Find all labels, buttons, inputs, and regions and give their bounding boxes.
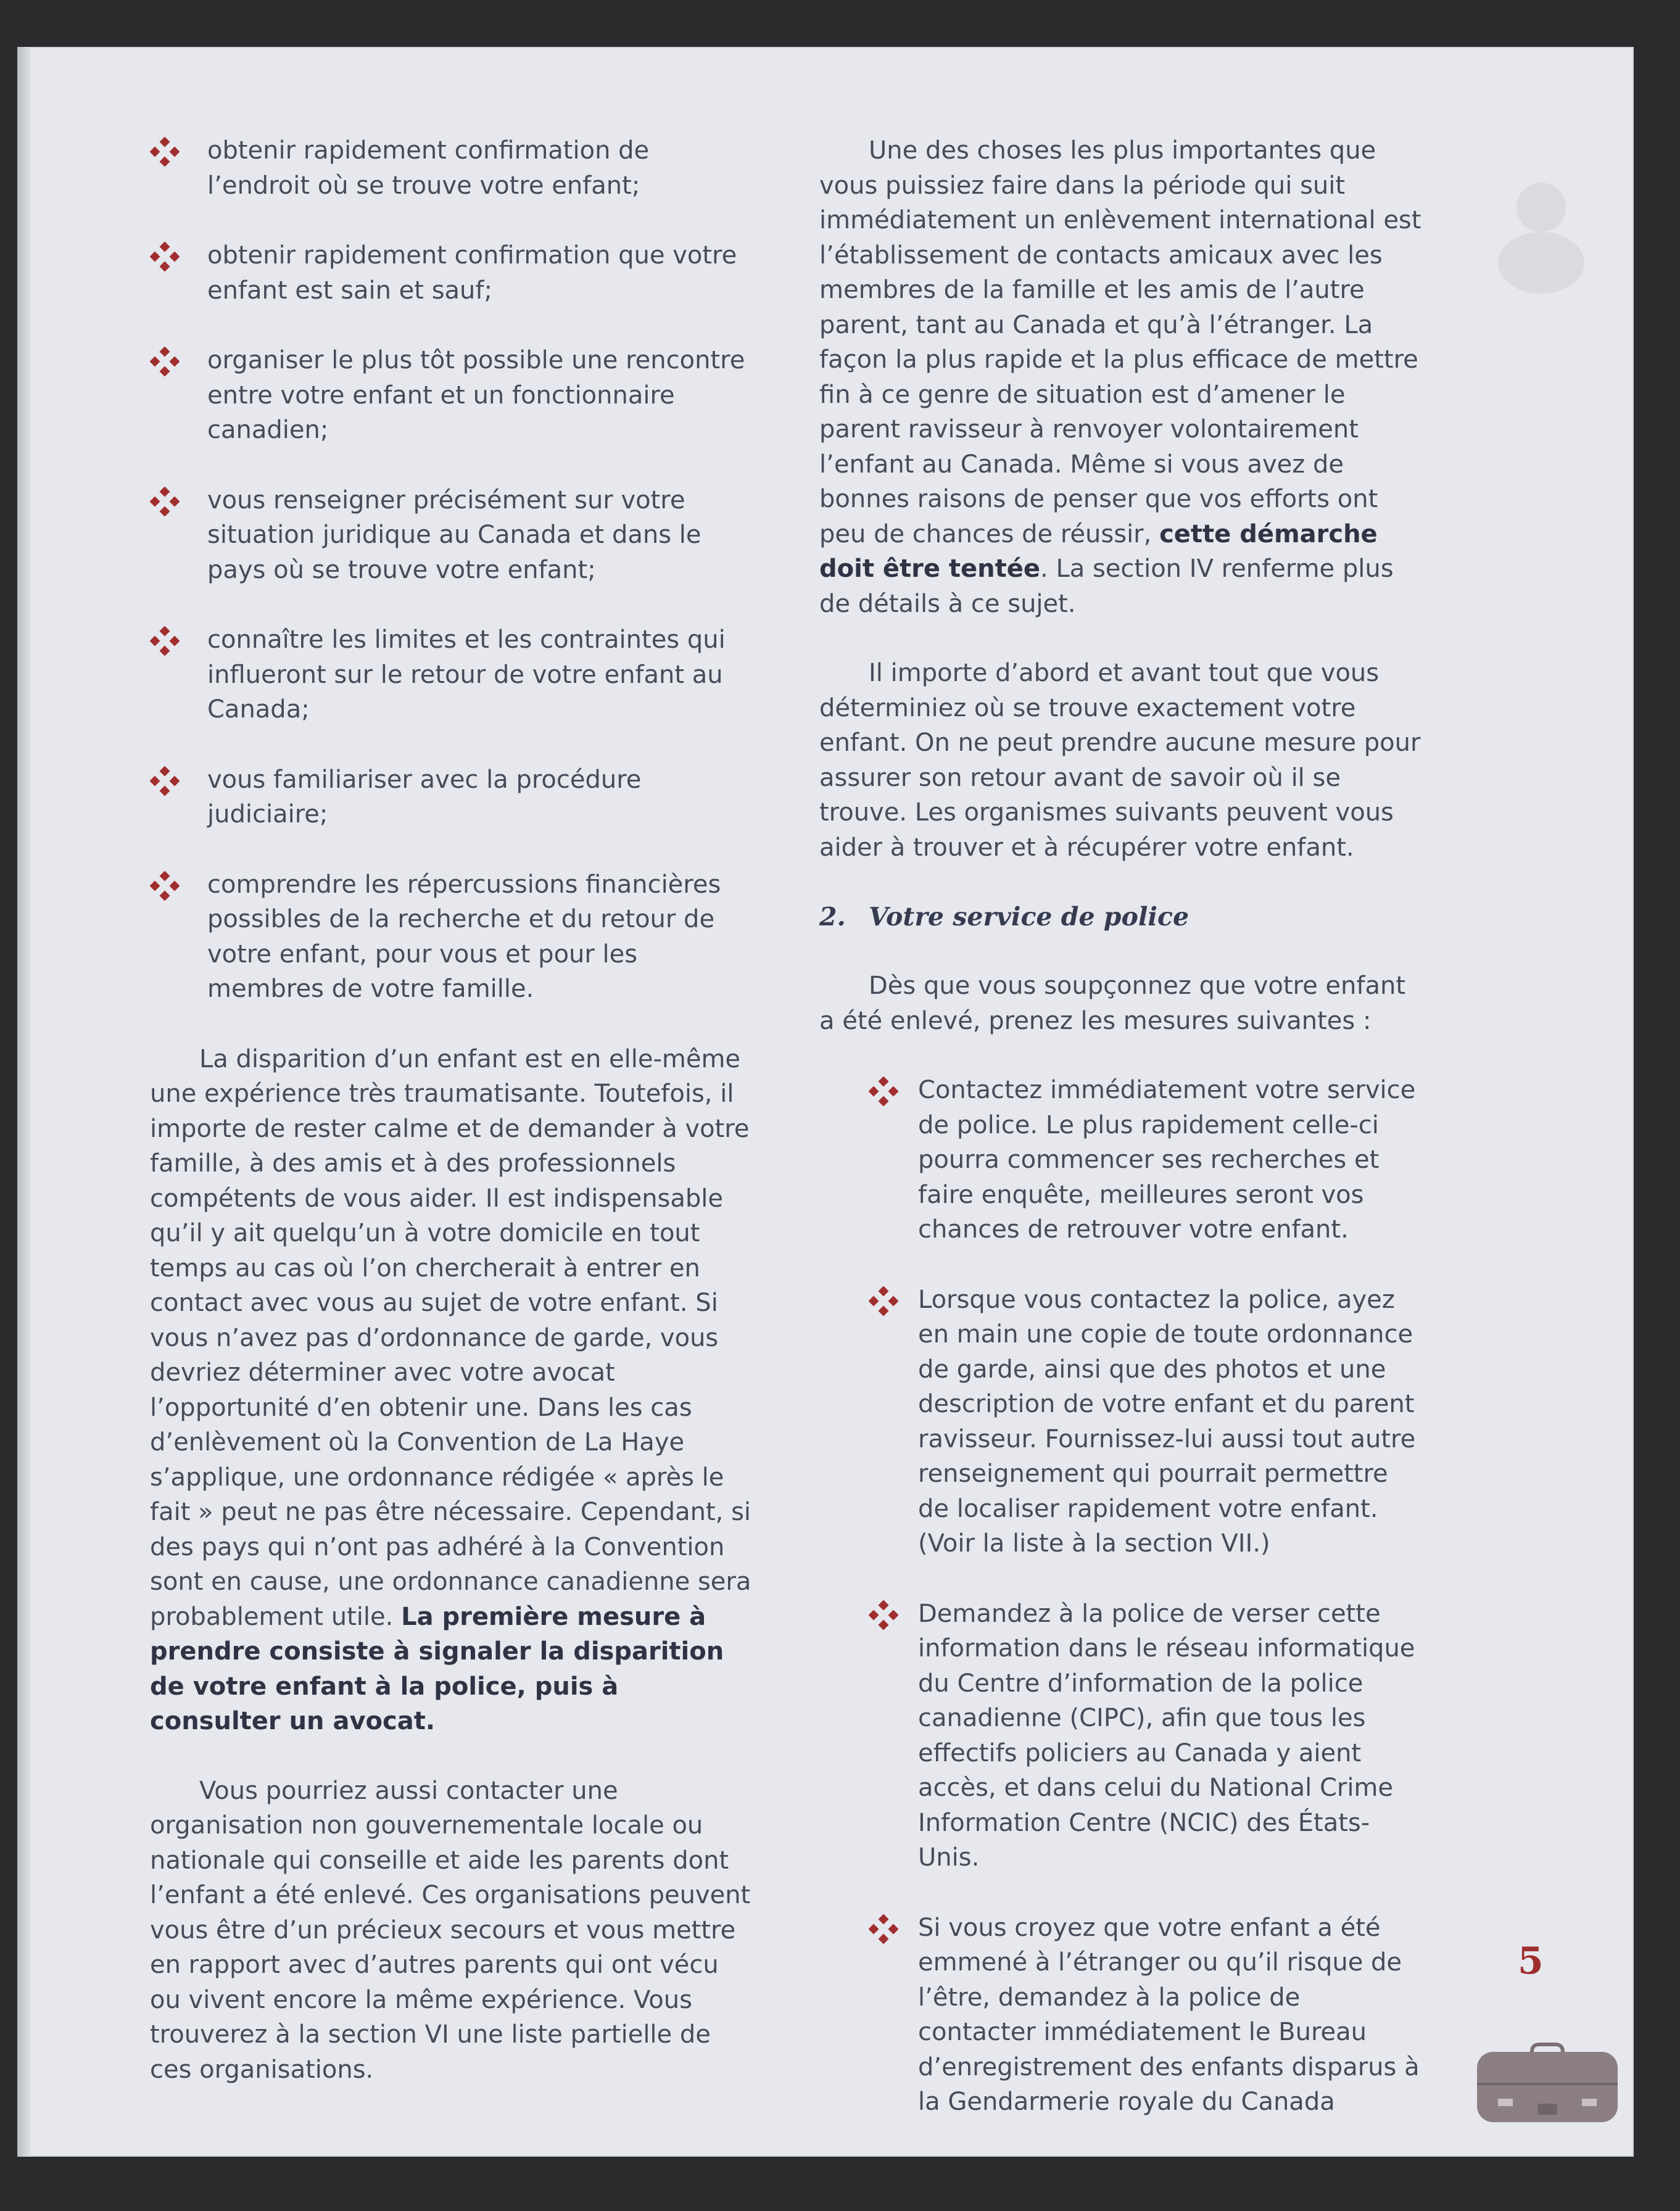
diamond-bullet-icon: [150, 871, 180, 901]
list-item: [150, 762, 755, 832]
paragraph-bold-text: La première mesure à prendre consiste à signaler la disparition de votre enfant à la police, puis à consulter un avocat.: [150, 1602, 724, 1735]
list-item-text: connaître les limites et les contraintes qui influeront sur le retour de votre enfant au Canada;: [207, 626, 726, 724]
list-item-text: vous renseigner précisément sur votre situation juridique au Canada et dans le pays où se trouve votre enfant;: [207, 486, 701, 584]
list-item-text: Lorsque vous contactez la police, ayez en main une copie de toute ordonnance de garde, ainsi que des photos et une description de votre enfant et du parent ravisseur. Fournissez-lui aussi tout autre renseignement qui pourrait permettre de localiser rapidement votre enfant. (Voir la liste à la section VII.): [918, 1285, 1416, 1558]
section-heading-title: Votre service de police: [869, 902, 1190, 932]
document-page: [17, 47, 1634, 2157]
list-item-text: obtenir rapidement confirmation de l’endroit où se trouve votre enfant;: [207, 136, 650, 200]
page-number: 5: [1518, 1940, 1544, 1983]
list-item: [150, 867, 755, 1007]
right-bullet-list: [819, 1073, 1424, 2120]
paragraph: [819, 133, 1424, 621]
list-item-text: Contactez immédiatement votre service de police. Le plus rapidement celle-ci pourra commencer ses recherches et faire enquête, meilleures seront vos chances de retrouver votre enfant.: [918, 1076, 1416, 1244]
diamond-bullet-icon: [869, 1077, 898, 1106]
list-item: [150, 483, 755, 588]
list-item: [869, 1073, 1424, 1247]
list-item-text: comprendre les répercussions financières possibles de la recherche et du retour de votre enfant, pour vous et pour les membres de votre famille.: [207, 870, 721, 1003]
section-heading-number: 2.: [819, 902, 846, 932]
list-item: [150, 343, 755, 448]
section-heading: [819, 899, 1424, 934]
left-bullet-list: [150, 133, 755, 1007]
diamond-bullet-icon: [150, 766, 180, 796]
paragraph-text: La disparition d’un enfant est en elle-même une expérience très traumatisante. Toutefois, il importe de rester calme et de demander à votre famille, à des amis et à des professionnels compétents de vous aider. Il est indispensable qu’il y ait quelqu’un à votre domicile en tout temps au cas où l’on chercherait à entrer en contact avec vous au sujet de votre enfant. Si vous n’avez pas d’ordonnance de garde, vous devriez déterminer avec votre avocat l’opportunité d’en obtenir une. Dans les cas d’enlèvement où la Convention de La Haye s’applique, une ordonnance rédigée « après le fait » peut ne pas être nécessaire. Cependant, si des pays qui n’ont pas adhéré à la Convention sont en cause, une ordonnance canadienne sera probablement utile.: [150, 1044, 751, 1631]
diamond-bullet-icon: [150, 626, 180, 656]
right-column: [819, 133, 1424, 2155]
diamond-bullet-icon: [150, 347, 180, 376]
list-item: [869, 1911, 1424, 2120]
paragraph: Vous pourriez aussi contacter une organisation non gouvernementale locale ou nationale qui conseille et aide les parents dont l’enfant a été enlevé. Ces organisations peuvent vous être d’un précieux secours et vous mettre en rapport avec d’autres parents qui ont vécu ou vivent encore la même expérience. Vous trouverez à la section VI une liste partielle de ces organisations.: [150, 1776, 751, 2084]
list-item-text: Si vous croyez que votre enfant a été emmené à l’étranger ou qu’il risque de l’être, demandez à la police de contacter immédiatement le Bureau d’enregistrement des enfants disparus à la Gendarmerie royale du Canada: [918, 1913, 1420, 2116]
diamond-bullet-icon: [150, 242, 180, 271]
diamond-bullet-icon: [150, 487, 180, 516]
paragraph-bold-text: cette démarche doit être tentée: [819, 519, 1378, 583]
diamond-bullet-icon: [869, 1286, 898, 1316]
list-item-text: obtenir rapidement confirmation que votre enfant est sain et sauf;: [207, 241, 737, 305]
page-spine: [17, 47, 31, 2157]
paragraph-text-end: . La section IV renferme plus de détails à ce sujet.: [819, 555, 1394, 618]
list-item: [150, 238, 755, 308]
list-item-text: vous familiariser avec la procédure judiciaire;: [207, 765, 642, 829]
list-item: [869, 1597, 1424, 1875]
left-column: [150, 133, 755, 2122]
list-item-text: Demandez à la police de verser cette information dans le réseau informatique du Centre d’information de la police canadienne (CIPC), afin que tous les effectifs policiers au Canada y aient accès, et dans celui du National Crime Information Centre (NCIC) des États-Unis.: [918, 1599, 1415, 1872]
paragraph-text: Une des choses les plus importantes que vous puissiez faire dans la période qui suit immédiatement un enlèvement international est l’établissement de contacts amicaux avec les membres de la famille et les amis de l’autre parent, tant au Canada et qu’à l’étranger. La façon la plus rapide et la plus efficace de mettre fin à ce genre de situation est d’amener le parent ravisseur à renvoyer volontairement l’enfant au Canada. Même si vous avez de bonnes raisons de penser que vos efforts ont peu de chances de réussir,: [819, 136, 1421, 548]
diamond-bullet-icon: [150, 137, 180, 167]
paragraph: Dès que vous soupçonnez que votre enfant a été enlevé, prenez les mesures suivantes :: [819, 972, 1405, 1035]
suitcase-icon: [1473, 2039, 1621, 2126]
list-item: [150, 622, 755, 727]
faint-figure-graphic: [1479, 170, 1603, 294]
paragraph: Il importe d’abord et avant tout que vous déterminiez où se trouve exactement votre enfant. On ne peut prendre aucune mesure pour assurer son retour avant de savoir où il se trouve. Les organismes suivants peuvent vous aider à trouver et à récupérer votre enfant.: [819, 659, 1421, 862]
diamond-bullet-icon: [869, 1914, 898, 1944]
list-item-text: organiser le plus tôt possible une rencontre entre votre enfant et un fonctionnaire canadien;: [207, 346, 745, 444]
list-item: [869, 1283, 1424, 1561]
diamond-bullet-icon: [869, 1600, 898, 1630]
list-item: [150, 133, 755, 203]
paragraph: [150, 1042, 755, 1739]
